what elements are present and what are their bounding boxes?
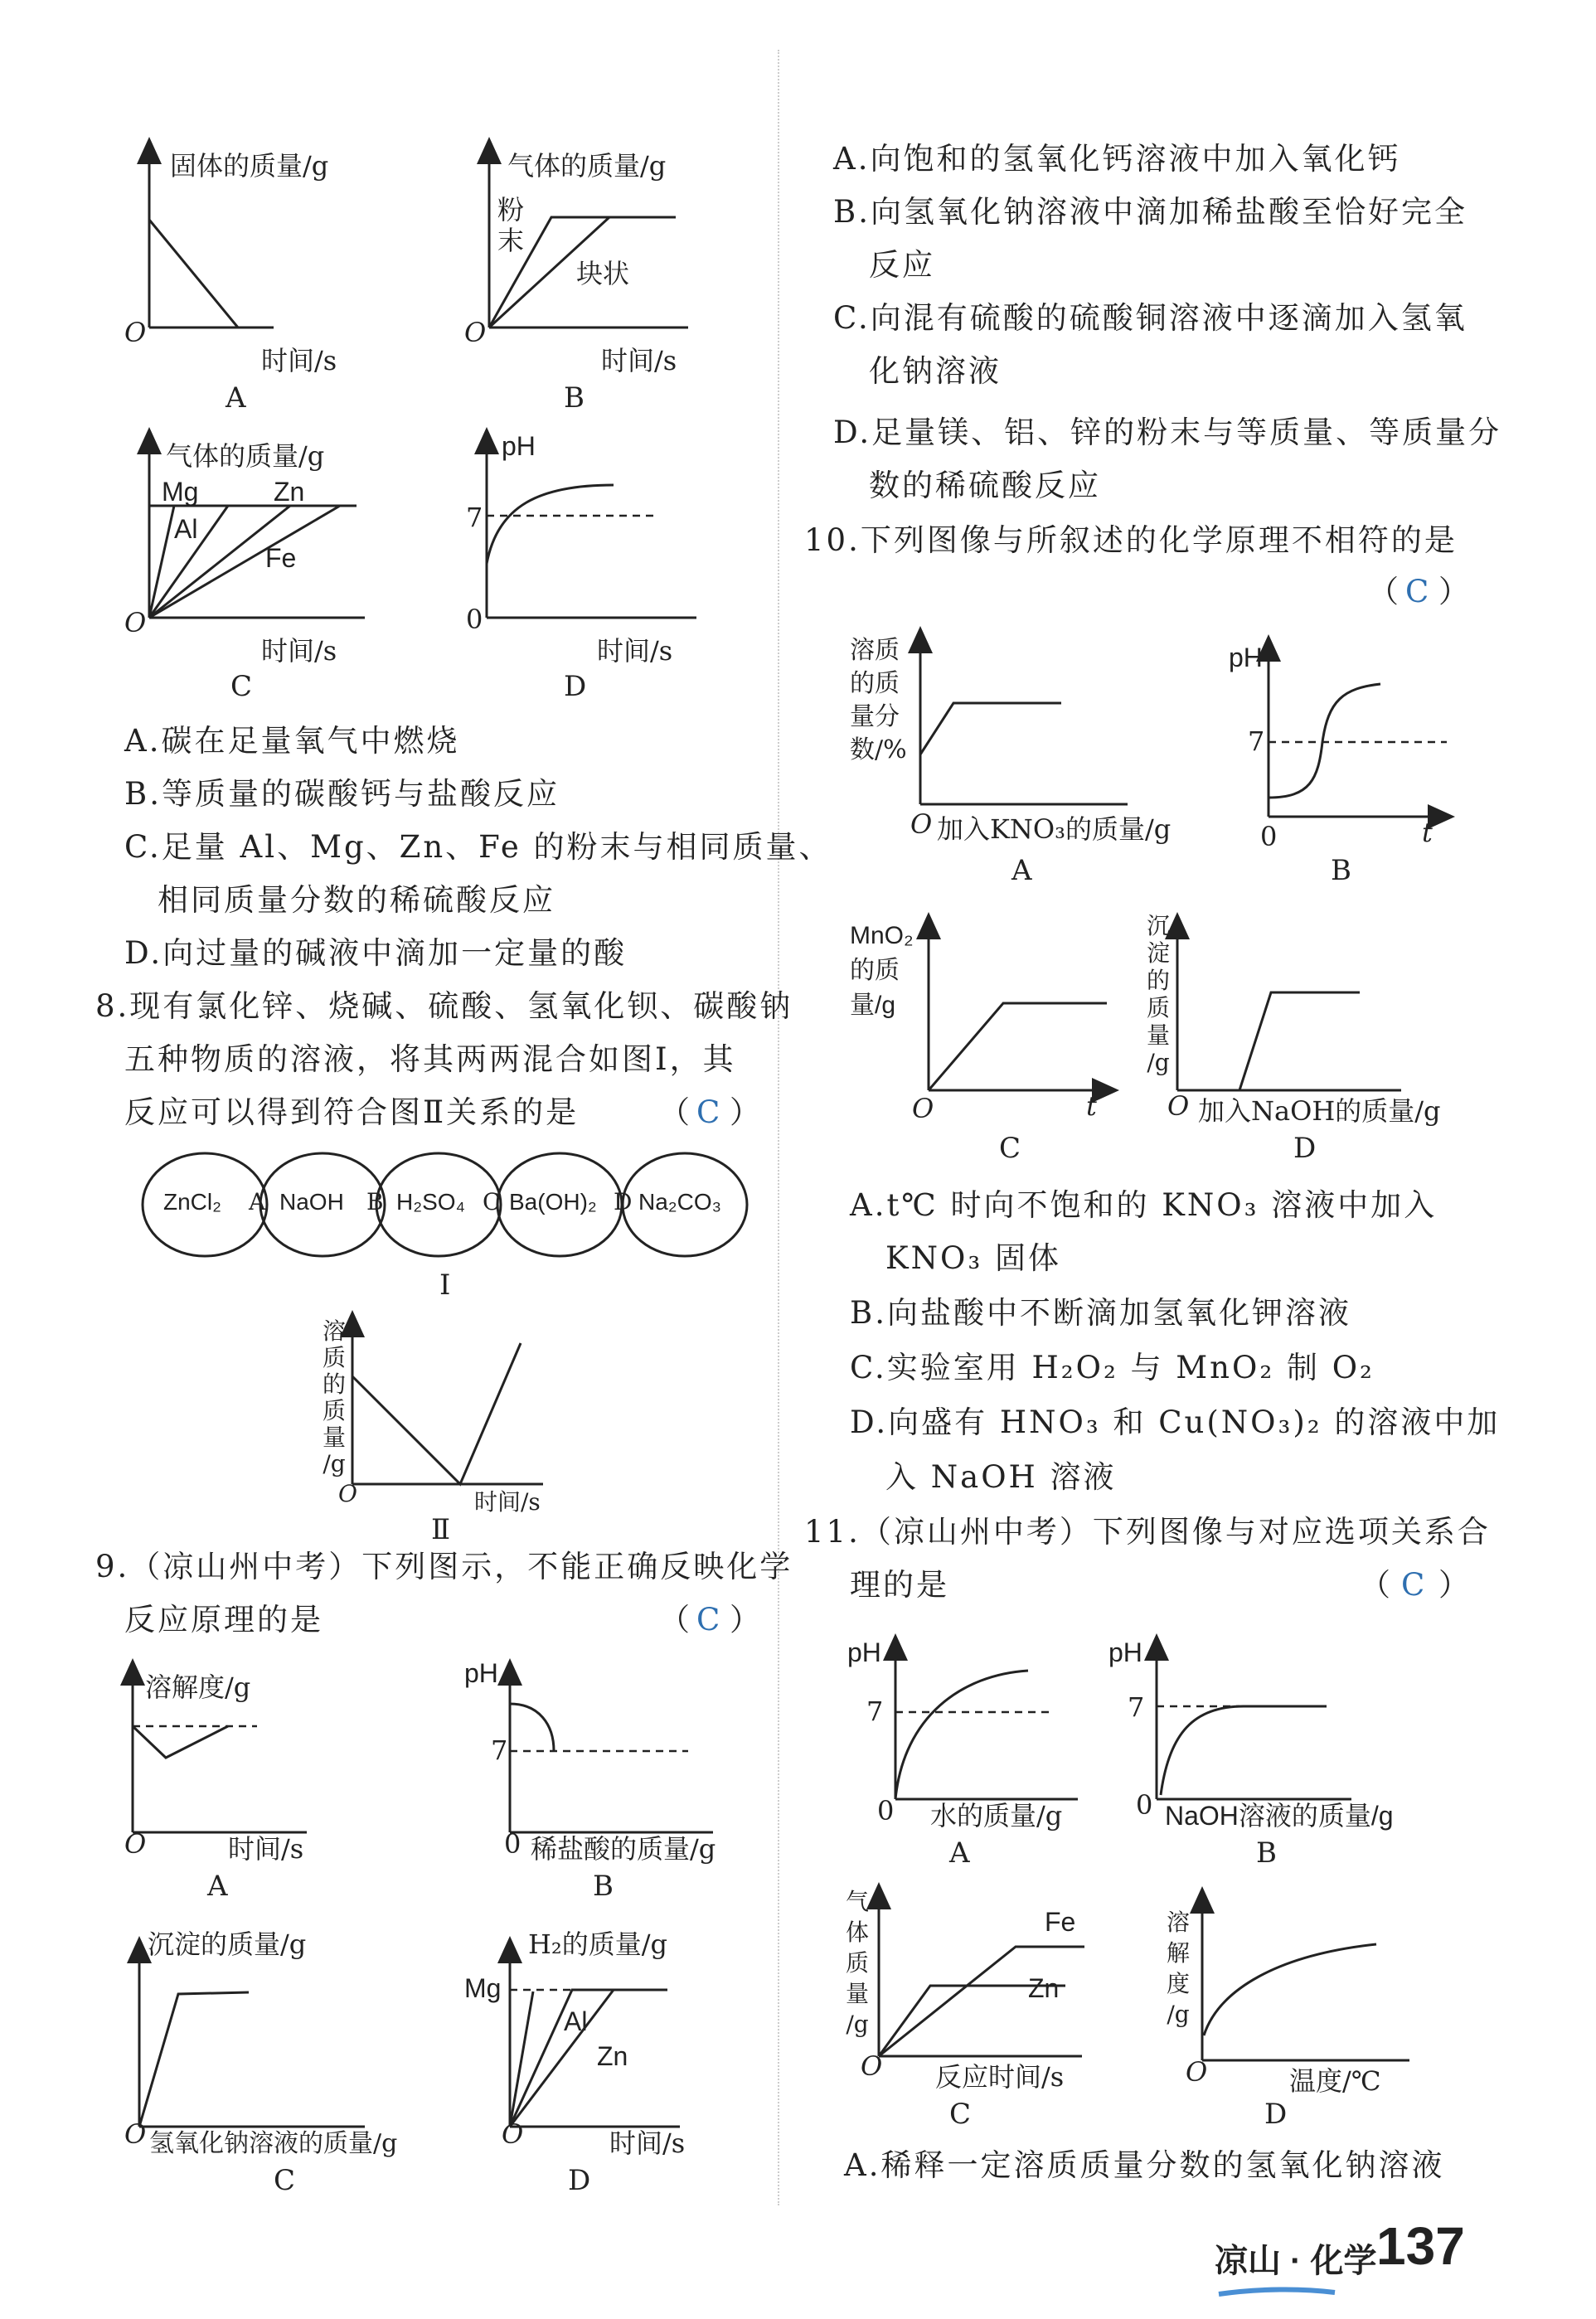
q9-line-2: 反应原理的是: [124, 1602, 323, 1637]
q8-figure-1-label: Ⅰ: [439, 1269, 451, 1302]
q9d-zn: Zn: [597, 2041, 628, 2071]
q11c-origin: O: [861, 2050, 883, 2082]
q7-option-c-cont: 相同质量分数的稀硫酸反应: [158, 882, 555, 918]
q10-option-c: C.实验室用 H₂O₂ 与 MnO₂ 制 O₂: [850, 1350, 1375, 1385]
q11c-fe: Fe: [1045, 1907, 1076, 1937]
q10d-origin: O: [1167, 1090, 1190, 1122]
q10a-caption: A: [1011, 854, 1032, 887]
q7a-origin: O: [124, 317, 147, 348]
q9-option-c-cont: 化钠溶液: [869, 353, 1002, 389]
q9a-origin: O: [124, 1828, 147, 1860]
q10-graph-a: [920, 638, 1128, 804]
q10-option-d: D.向盛有 HNO₃ 和 Cu(NO₃)₂ 的溶液中加: [850, 1404, 1501, 1440]
q11-line-2: 理的是: [850, 1567, 949, 1603]
q10b-seven: 7: [1248, 725, 1265, 757]
q7c-zn: Zn: [274, 477, 305, 507]
q10b-xlabel: t: [1422, 817, 1433, 848]
q9b-caption: B: [593, 1870, 614, 1903]
q7b-label-mo: 末: [497, 225, 525, 256]
q11d-origin: O: [1186, 2056, 1208, 2088]
q11-answer: C: [1401, 1567, 1428, 1603]
q7c-ylabel: 气体的质量/g: [166, 440, 325, 472]
q8-joint-a: A: [249, 1188, 266, 1215]
q7d-ylabel: pH: [502, 431, 536, 461]
q9b-seven: 7: [491, 1734, 508, 1766]
q11a-caption: A: [949, 1836, 970, 1870]
q7c-fe: Fe: [265, 543, 297, 573]
q8-circle-h2so4: H₂SO₄: [396, 1189, 465, 1215]
q7c-al: Al: [174, 514, 198, 544]
q11c-zn: Zn: [1028, 1973, 1060, 2003]
q8-circle-naoh: NaOH: [279, 1189, 344, 1215]
q10b-ylabel: pH: [1229, 643, 1263, 672]
q7d-zero: 0: [466, 604, 483, 635]
q10-line: 10.下列图像与所叙述的化学原理不相符的是: [804, 522, 1458, 558]
q8-joint-d: D: [614, 1188, 633, 1215]
q7d-xlabel: 时间/s: [597, 635, 673, 667]
q7b-caption: B: [564, 381, 585, 415]
q9-line-1: 9.（凉山州中考）下列图示，不能正确反映化学: [95, 1549, 793, 1584]
q8-graph-origin: O: [338, 1480, 357, 1507]
q7b-origin: O: [464, 317, 487, 348]
q8-graph-ylabel: 溶 质 的 质 量 /g: [322, 1317, 346, 1477]
q9b-ylabel: pH: [464, 1658, 498, 1688]
q7-option-b: B.等质量的碳酸钙与盐酸反应: [124, 776, 560, 812]
q10d-caption: D: [1293, 1132, 1317, 1165]
q10-graph-d: [1177, 924, 1401, 1090]
q9-answer-close: ）: [730, 1602, 763, 1637]
q7a-xlabel: 时间/s: [261, 345, 337, 376]
q11b-origin: 0: [1136, 1789, 1153, 1821]
q9a-ylabel: 溶解度/g: [145, 1671, 251, 1703]
q8-line-1: 8.现有氯化锌、烧碱、硫酸、氢氧化钡、碳酸钠: [95, 988, 793, 1024]
q10-option-a: A.t℃ 时向不饱和的 KNO₃ 溶液中加入: [850, 1187, 1438, 1223]
q9d-xlabel: 时间/s: [609, 2127, 686, 2159]
q7c-caption: C: [230, 670, 253, 703]
q10-option-b: B.向盐酸中不断滴加氢氧化钾溶液: [850, 1295, 1351, 1331]
q7-graph-d: [487, 439, 696, 618]
q10c-origin: O: [912, 1093, 934, 1124]
q10-option-a-cont: KNO₃ 固体: [885, 1240, 1061, 1276]
q10a-origin: O: [910, 808, 933, 840]
q10c-xlabel: t: [1086, 1090, 1097, 1122]
q11a-origin: 0: [877, 1795, 895, 1827]
q9b-origin: 0: [504, 1828, 521, 1860]
q11-option-a: A.稀释一定溶质质量分数的氢氧化钠溶液: [844, 2147, 1445, 2183]
q10-answer: C: [1405, 574, 1432, 609]
q10d-ylabel: 沉 淀 的 质 量 /g: [1146, 912, 1170, 1076]
q9d-mg: Mg: [464, 1973, 502, 2003]
q7c-xlabel: 时间/s: [261, 635, 337, 667]
q10b-caption: B: [1331, 854, 1351, 887]
q10-answer-close: ）: [1438, 574, 1472, 609]
q8-joint-b: B: [366, 1188, 384, 1215]
q9-option-d-cont: 数的稀硫酸反应: [869, 468, 1101, 503]
q8-circle-zncl2: ZnCl₂: [163, 1189, 221, 1215]
q11c-xlabel: 反应时间/s: [935, 2061, 1065, 2093]
q11b-seven: 7: [1128, 1691, 1145, 1723]
q9c-origin: O: [124, 2118, 147, 2150]
q8-answer-open: （: [659, 1094, 692, 1130]
q9c-ylabel: 沉淀的质量/g: [148, 1928, 307, 1960]
q9b-xlabel: 稀盐酸的质量/g: [531, 1833, 716, 1865]
q7-option-a: A.碳在足量氧气中燃烧: [124, 723, 460, 759]
q8-line-2: 五种物质的溶液，将其两两混合如图Ⅰ，其: [124, 1041, 736, 1077]
q11c-caption: C: [949, 2098, 972, 2131]
q11-graph-b: [1157, 1646, 1351, 1799]
q8-circle-baoh2: Ba(OH)₂: [509, 1189, 597, 1215]
q8-line-3: 反应可以得到符合图Ⅱ关系的是: [124, 1094, 580, 1130]
q9-answer-open: （: [659, 1602, 692, 1637]
q10-graph-b: [1269, 647, 1447, 817]
q10c-caption: C: [999, 1132, 1021, 1165]
q7b-ylabel: 气体的质量/g: [507, 150, 667, 182]
q9-answer: C: [696, 1602, 723, 1637]
q9-option-b-cont: 反应: [869, 247, 935, 283]
q11d-xlabel: 温度/℃: [1289, 2065, 1381, 2097]
q11d-caption: D: [1264, 2098, 1288, 2131]
q9-option-b: B.向氢氧化钠溶液中滴加稀盐酸至恰好完全: [833, 194, 1467, 230]
q11a-xlabel: 水的质量/g: [930, 1800, 1063, 1831]
q7a-ylabel: 固体的质量/g: [170, 150, 329, 182]
q8-answer: C: [696, 1094, 723, 1130]
footer-underline: [1219, 2289, 1335, 2294]
q10-option-d-cont: 入 NaOH 溶液: [885, 1459, 1117, 1495]
q11b-ylabel: pH: [1108, 1637, 1142, 1667]
q9-option-d: D.足量镁、铝、锌的粉末与等质量、等质量分: [833, 415, 1502, 450]
q11-graph-a: [895, 1646, 1078, 1799]
q10d-xlabel: 加入NaOH的质量/g: [1198, 1095, 1441, 1127]
q9d-ylabel: H₂的质量/g: [528, 1928, 668, 1960]
q8-answer-close: ）: [730, 1094, 763, 1130]
q11-answer-close: ）: [1438, 1567, 1472, 1603]
q7d-seven: 7: [466, 502, 483, 533]
q10a-xlabel: 加入KNO₃的质量/g: [937, 813, 1172, 845]
q7a-caption: A: [226, 381, 246, 415]
q11b-xlabel: NaOH溶液的质量/g: [1165, 1801, 1394, 1831]
q9d-caption: D: [568, 2164, 591, 2197]
page-number: 137: [1376, 2216, 1465, 2276]
q7b-label-block: 块状: [576, 258, 630, 289]
q7-option-d: D.向过量的碱液中滴加一定量的酸: [124, 935, 628, 971]
q11-graph-d: [1202, 1899, 1409, 2060]
q9a-caption: A: [207, 1870, 228, 1903]
q9-graph-d: [510, 1948, 680, 2127]
q8-graph-xlabel: 时间/s: [474, 1488, 541, 1516]
q7b-xlabel: 时间/s: [601, 345, 677, 376]
q9-graph-c: [139, 1948, 365, 2127]
q7b-label-fen: 粉: [497, 194, 525, 226]
q7c-origin: O: [124, 607, 147, 638]
q11a-ylabel: pH: [847, 1637, 881, 1667]
q8-graph-2: [352, 1322, 543, 1484]
q11b-caption: B: [1256, 1836, 1277, 1870]
q8-circle-na2co3: Na₂CO₃: [638, 1189, 722, 1215]
q10-graph-c: [929, 924, 1107, 1090]
q9-option-c: C.向混有硫酸的硫酸铜溶液中逐滴加入氢氧: [833, 300, 1467, 336]
q9a-xlabel: 时间/s: [228, 1833, 304, 1865]
q9-option-a: A.向饱和的氢氧化钙溶液中加入氧化钙: [833, 141, 1401, 177]
q9-graph-b: [510, 1671, 713, 1832]
q9d-al: Al: [564, 2006, 588, 2036]
q7d-caption: D: [564, 670, 587, 703]
q11-line-1: 11.（凉山州中考）下列图像与对应选项关系合: [804, 1514, 1491, 1550]
q7c-mg: Mg: [162, 477, 199, 507]
q9d-origin: O: [502, 2118, 524, 2150]
footer-book-title: 凉山 · 化学: [1215, 2243, 1377, 2279]
q9c-xlabel: 氢氧化钠溶液的质量/g: [149, 2129, 398, 2158]
q10a-ylabel: 溶质 的质 量分 数/%: [850, 636, 907, 764]
q11-answer-open: （: [1360, 1567, 1393, 1603]
q7-option-c: C.足量 Al、Mg、Zn、Fe 的粉末与相同质量、: [124, 829, 832, 865]
q8-graph-caption: Ⅱ: [431, 1513, 451, 1546]
q10-answer-open: （: [1368, 574, 1401, 609]
q8-joint-c: C: [483, 1188, 501, 1215]
q10c-ylabel: MnO₂ 的质 量/g: [850, 922, 914, 1019]
q10b-origin: 0: [1260, 821, 1278, 852]
q11a-seven: 7: [866, 1696, 884, 1727]
q11c-ylabel: 气 体 质 量 /g: [845, 1888, 869, 2038]
q11d-ylabel: 溶 解 度 /g: [1166, 1909, 1190, 2028]
q9c-caption: C: [274, 2164, 296, 2197]
